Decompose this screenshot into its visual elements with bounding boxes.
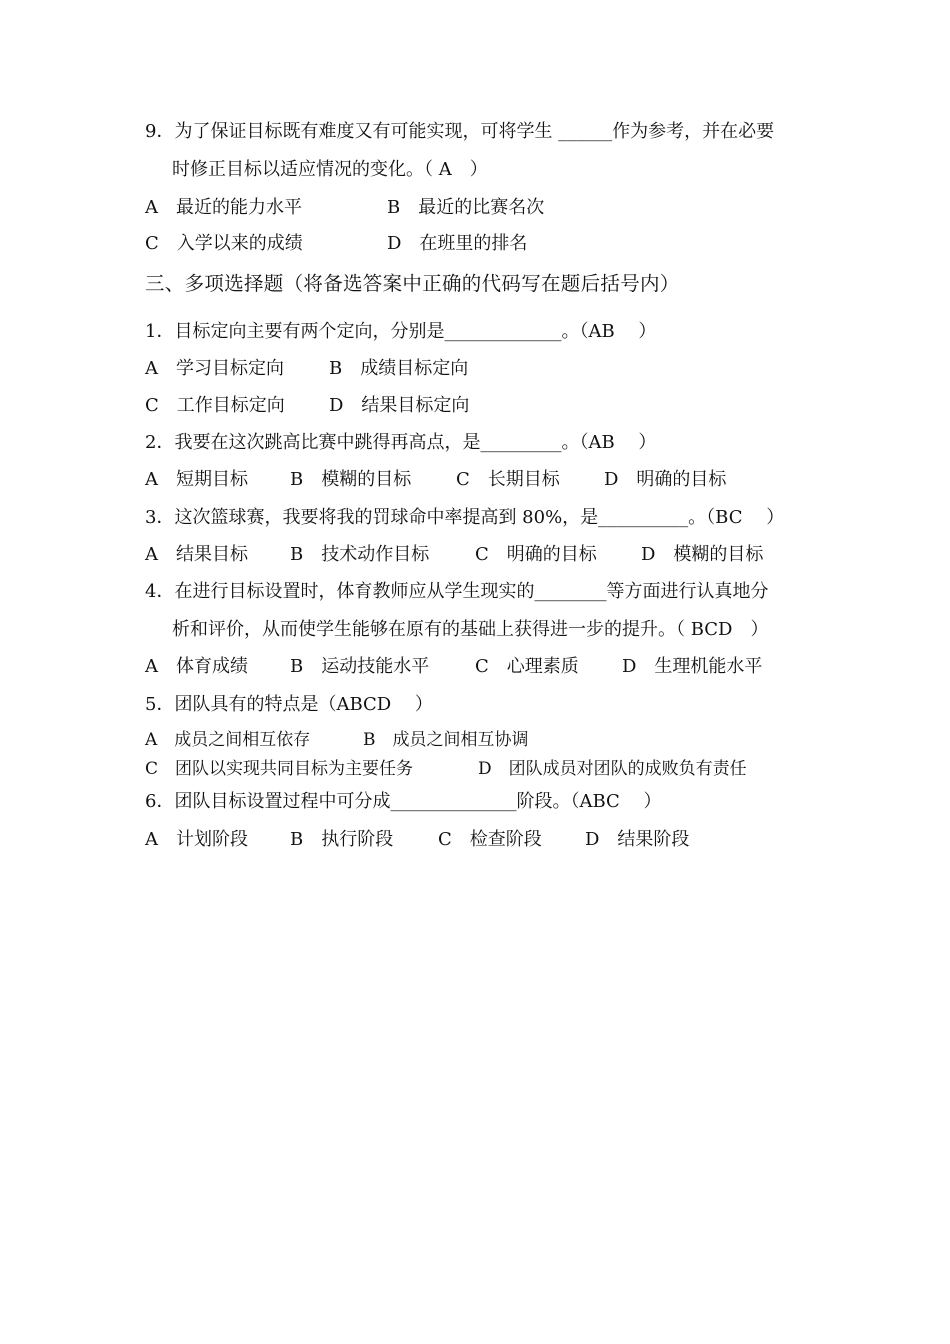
q2-option-d: D 明确的目标 [604,469,727,490]
q4-option-b: B 运动技能水平 [290,656,430,677]
q5-option-a: A 成员之间相互依存 [145,730,311,750]
q3-option-b: B 技术动作目标 [290,544,430,565]
q4-stem-line1: 4．在进行目标设置时，体育教师应从学生现实的________等方面进行认真地分 [145,581,769,602]
section-heading: 三、多项选择题（将备选答案中正确的代码写在题后括号内） [145,272,680,295]
q6-stem: 6．团队目标设置过程中可分成______________阶段。（ABC ） [145,791,662,812]
q2-stem: 2．我要在这次跳高比赛中跳得再高点，是_________。（AB ） [145,432,657,453]
q9-stem-line2: 时修正目标以适应情况的变化。（ A ） [172,159,488,180]
q1-option-a: A 学习目标定向 [145,358,284,379]
q5-option-d: D 团队成员对团队的成败负有责任 [478,759,747,779]
q3-option-d: D 模糊的目标 [641,544,764,565]
q1-stem: 1．目标定向主要有两个定向，分别是_____________。（AB ） [145,321,657,342]
q6-option-d: D 结果阶段 [585,829,690,850]
q4-option-c: C 心理素质 [475,656,579,677]
q5-stem: 5．团队具有的特点是（ABCD ） [145,694,433,715]
q3-option-c: C 明确的目标 [475,544,597,565]
q6-option-a: A 计划阶段 [145,829,248,850]
q4-option-d: D 生理机能水平 [622,656,763,677]
q2-option-c: C 长期目标 [456,469,560,490]
q5-option-b: B 成员之间相互协调 [363,730,529,750]
q1-option-d: D 结果目标定向 [329,395,470,416]
q9-option-b: B 最近的比赛名次 [387,197,545,218]
q2-option-a: A 短期目标 [145,469,248,490]
q9-option-c: C 入学以来的成绩 [145,233,303,254]
q9-stem-line1: 9．为了保证目标既有难度又有可能实现，可将学生 ______作为参考，并在必要 [145,121,775,142]
q2-option-b: B 模糊的目标 [290,469,412,490]
q1-option-b: B 成绩目标定向 [329,358,469,379]
q9-option-a: A 最近的能力水平 [145,197,302,218]
q6-option-b: B 执行阶段 [290,829,394,850]
q1-option-c: C 工作目标定向 [145,395,285,416]
q4-option-a: A 体育成绩 [145,656,248,677]
q6-option-c: C 检查阶段 [438,829,542,850]
q3-stem: 3．这次篮球赛，我要将我的罚球命中率提高到 80%，是__________。（BC ） [145,507,785,528]
q9-option-d: D 在班里的排名 [387,233,528,254]
q5-option-c: C 团队以实现共同目标为主要任务 [145,759,414,779]
q4-stem-line2: 析和评价，从而使学生能够在原有的基础上获得进一步的提升。（ BCD ） [172,619,769,640]
q3-option-a: A 结果目标 [145,544,248,565]
